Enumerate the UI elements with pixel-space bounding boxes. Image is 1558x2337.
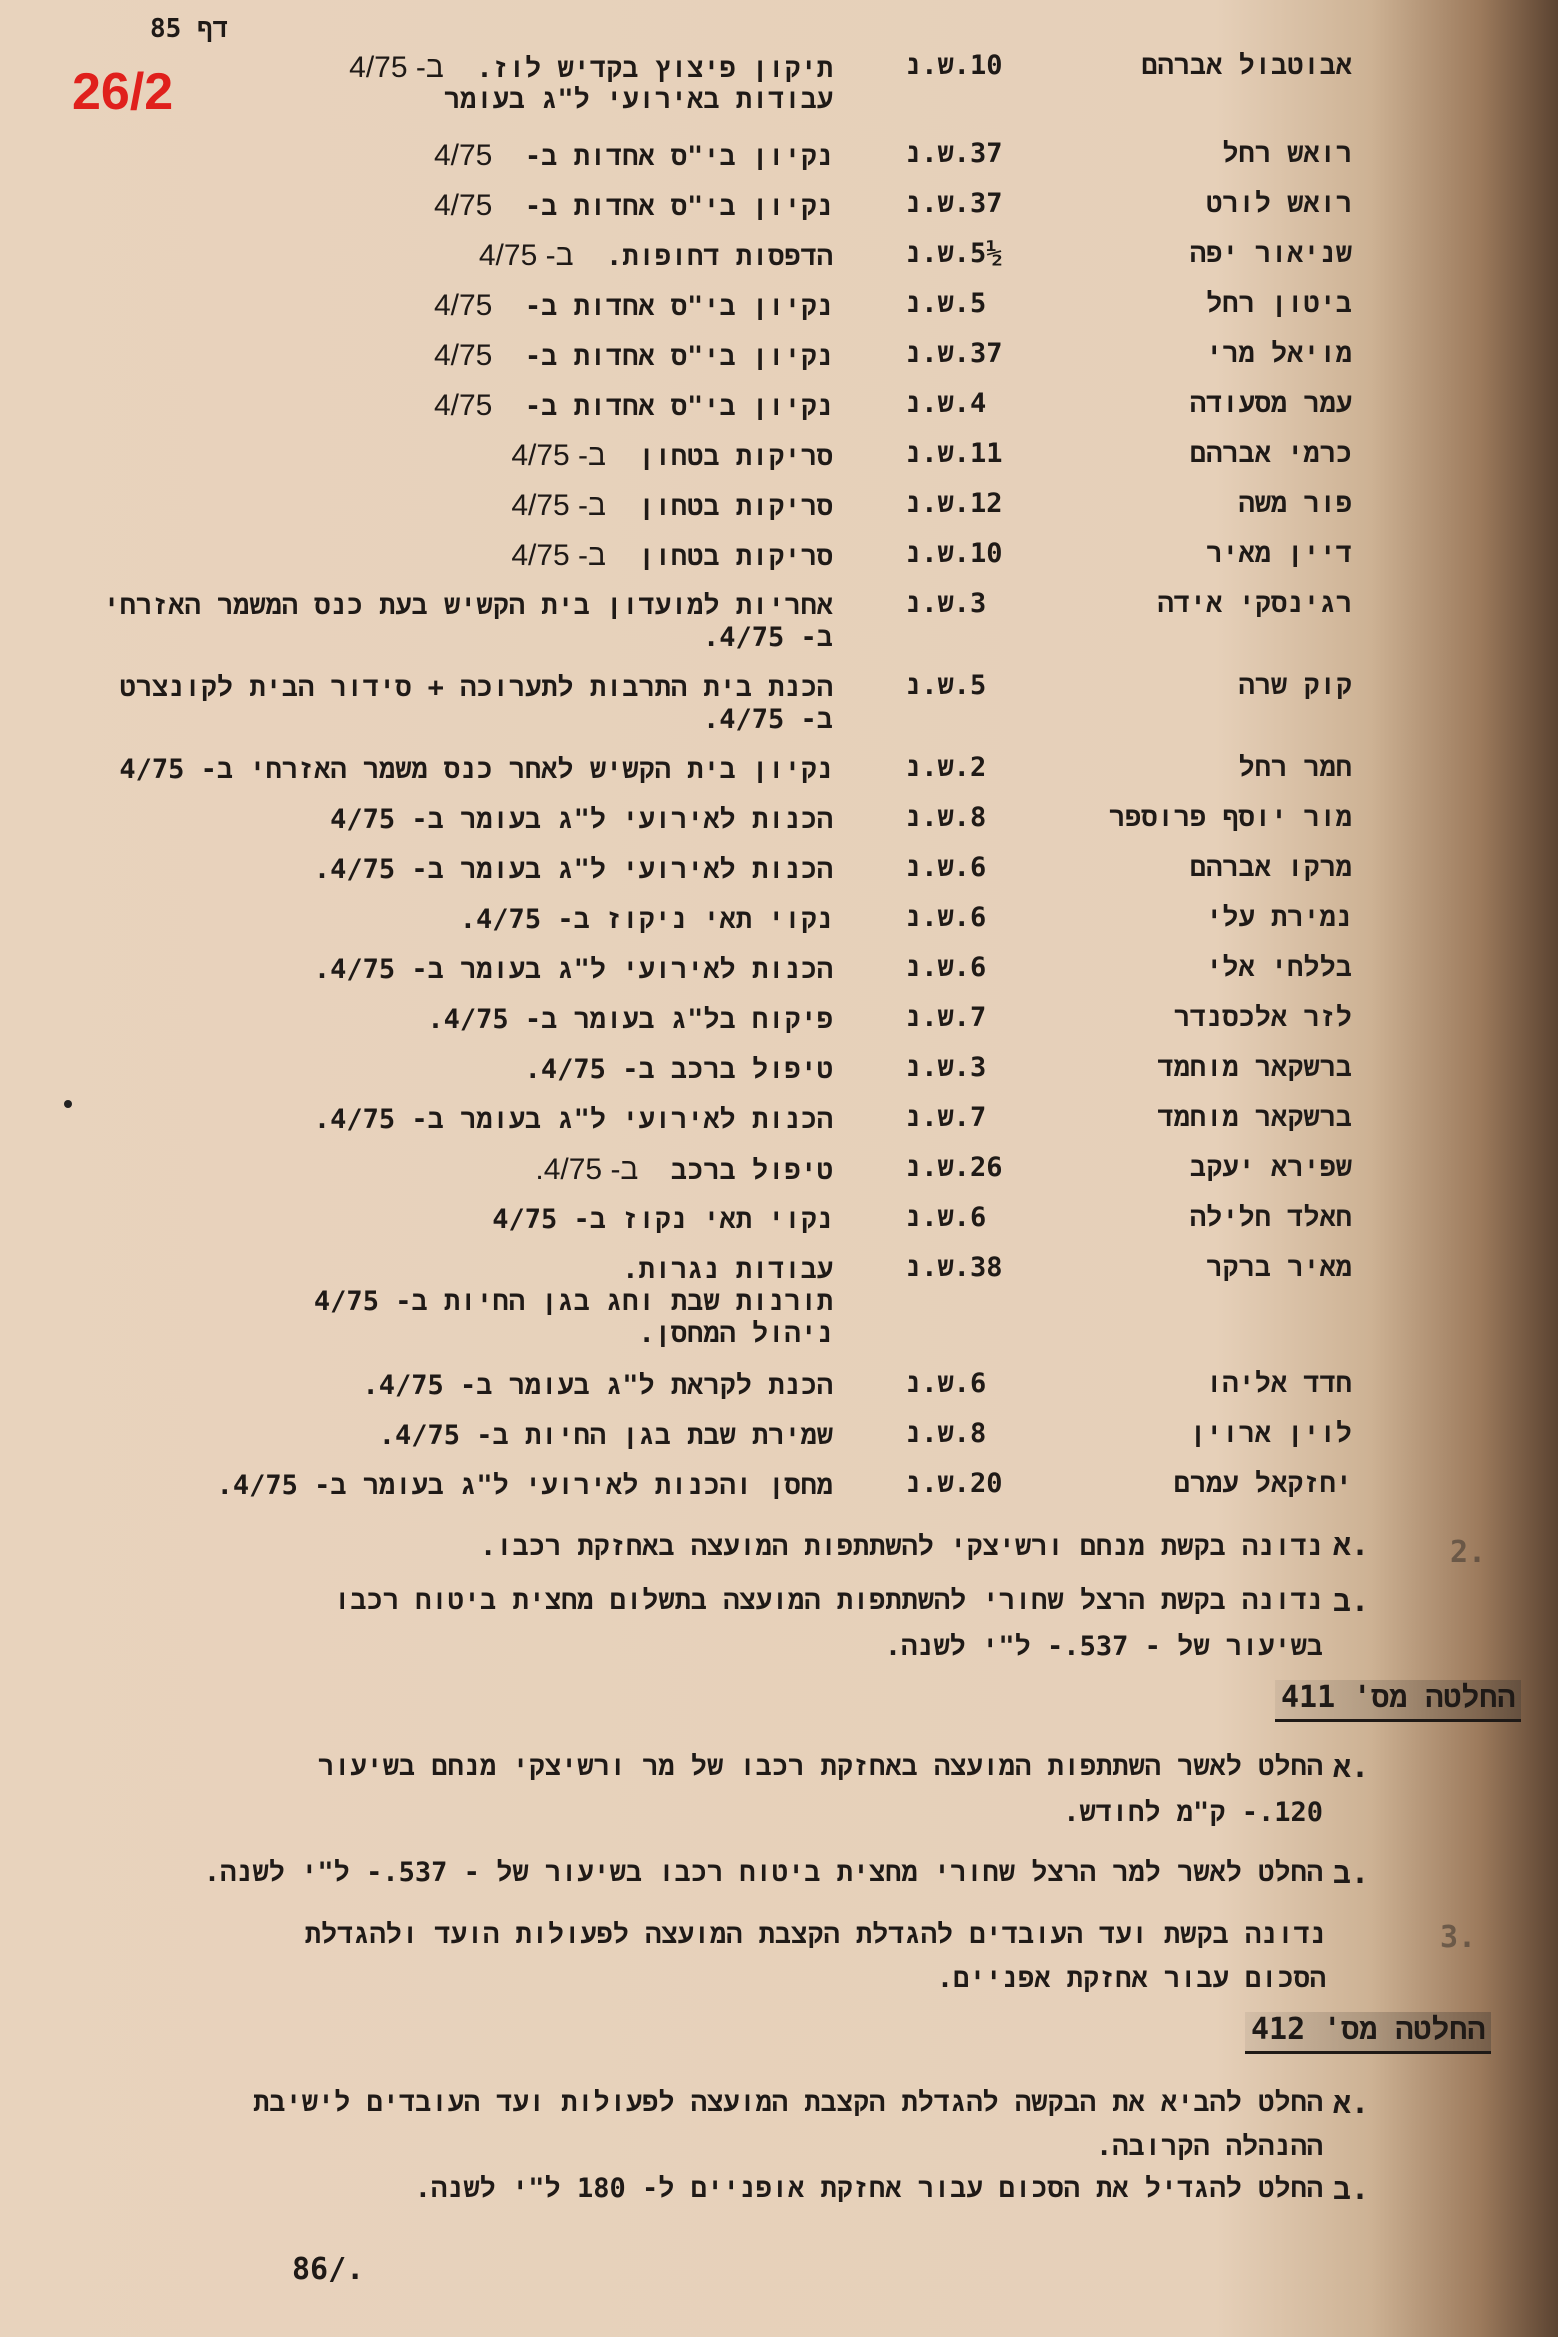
row-name: לזר אלכסנדר <box>1173 1002 1352 1033</box>
row-hours-value: 6 <box>969 1368 987 1399</box>
resolution-411-item-a-letter: א. <box>1333 1750 1370 1785</box>
edge-mark <box>64 1100 72 1108</box>
row-task-text: סריקות בטחון <box>638 491 833 522</box>
row-task-text: פיקוח בל"ג בעומר ב- 4/75. <box>427 1004 833 1035</box>
row-hours-value: 20 <box>969 1468 1003 1499</box>
row-hours-value: 6 <box>969 902 987 933</box>
row-name: ברשקאר מוחמד <box>1157 1102 1352 1133</box>
row-hours-unit: ש.נ. <box>905 538 970 569</box>
section-2-number: 2. <box>1450 1535 1487 1570</box>
row-hours-value: 38 <box>969 1252 1003 1283</box>
row-task <box>511 432 833 481</box>
page-label: דף 85 <box>150 14 229 44</box>
row-hours <box>905 902 1095 935</box>
row-hours-unit: ש.נ. <box>905 238 970 269</box>
row-name: חמר רחל <box>1238 752 1352 783</box>
row-hours-unit: ש.נ. <box>905 338 970 369</box>
row-task-text: נקיון בית הקשיש לאחר כנס משמר האזרחי ב- 4/75 <box>119 754 833 785</box>
row-task <box>525 1046 833 1094</box>
row-task2-text: ב- 4/75. <box>702 704 833 735</box>
row-task-text: הכנות לאירועי ל"ג בעומר ב- 4/75. <box>313 1104 833 1135</box>
row-hours <box>905 1368 1095 1401</box>
row-hours <box>905 538 1095 571</box>
row-hours <box>905 50 1095 83</box>
row-name: שפירא יעקב <box>1189 1152 1352 1183</box>
row-name: אבוטבול אברהם <box>1141 50 1352 81</box>
row-hours-value: 8 <box>969 802 987 833</box>
row-hours-unit: ש.נ. <box>905 50 970 81</box>
row-date: 4/75 <box>433 189 493 222</box>
row-name: רואש לורט <box>1206 188 1352 219</box>
section-3-line2: הסכום עבור אחזקת אפניים. <box>936 1963 1326 1994</box>
row-task2 <box>703 614 833 662</box>
row-task-text: שמירת שבת בגן החיות ב- 4/75. <box>378 1420 833 1451</box>
row-hours-value: 8 <box>969 1418 987 1449</box>
row-task <box>314 946 833 994</box>
row-task2-text: ב- 4/75. <box>702 622 833 653</box>
row-hours-unit: ש.נ. <box>905 952 970 983</box>
row-name: פור משה <box>1238 488 1352 519</box>
row-hours-unit: ש.נ. <box>905 1152 970 1183</box>
row-task <box>511 482 833 531</box>
row-hours <box>905 288 1095 321</box>
row-hours-value: 6 <box>969 852 987 883</box>
section-2-item-a-letter: א. <box>1333 1528 1370 1563</box>
row-name: קוק שרה <box>1238 670 1352 701</box>
section-3-number: 3. <box>1440 1920 1477 1955</box>
resolution-411-item-b-letter: ב. <box>1333 1856 1370 1891</box>
row-hours <box>905 752 1095 785</box>
row-hours-unit: ש.נ. <box>905 802 970 833</box>
row-hours <box>905 488 1095 521</box>
row-hours-unit: ש.נ. <box>905 1202 970 1233</box>
row-task-text: נקיון בי"ס אחדות ב- <box>524 191 833 222</box>
row-name: ברשקאר מוחמד <box>1157 1052 1352 1083</box>
row-date: ב- 4/75 <box>511 439 606 472</box>
row-task <box>217 1462 833 1510</box>
row-hours-unit: ש.נ. <box>905 438 970 469</box>
row-hours-value: 26 <box>969 1152 1003 1183</box>
row-task-text: הכנת לקראת ל"ג בעומר ב- 4/75. <box>362 1370 833 1401</box>
row-task <box>434 182 833 231</box>
resolution-411-item-a-line2: 120.- ק"מ לחודש. <box>1063 1797 1323 1828</box>
row-hours-unit: ש.נ. <box>905 752 970 783</box>
row-hours <box>905 238 1095 271</box>
row-hours <box>905 1418 1095 1451</box>
section-2-item-b-letter: ב. <box>1333 1584 1370 1619</box>
row-task-text: נקוי תאי ניקוז ב- 4/75. <box>459 904 833 935</box>
row-task <box>479 232 833 281</box>
row-task <box>434 132 833 181</box>
folio-mark: 26/2 <box>72 63 174 121</box>
row-hours-unit: ש.נ. <box>905 588 970 619</box>
row-task-text: אחריות למועדון בית הקשיש בעת כנס המשמר האזרחי <box>103 590 833 621</box>
row-task-text: נקיון בי"ס אחדות ב- <box>524 391 833 422</box>
row-task <box>460 896 833 944</box>
row-name: שניאור יפה <box>1189 238 1352 269</box>
row-hours-unit: ש.נ. <box>905 1002 970 1033</box>
row-task <box>330 796 833 844</box>
row-hours <box>905 438 1095 471</box>
row-task <box>535 1146 833 1195</box>
row-task <box>511 532 833 581</box>
row-hours <box>905 1202 1095 1235</box>
section-2-item-a-text: נדונה בקשת מנחם ורשיצקי להשתתפות המועצה באחזקת רכבו. <box>480 1531 1323 1562</box>
row-date: 4/75 <box>433 289 493 322</box>
row-hours <box>905 1052 1095 1085</box>
row-hours-unit: ש.נ. <box>905 388 970 419</box>
row-task-text: הכנות לאירועי ל"ג בעומר ב- 4/75. <box>313 954 833 985</box>
row-task <box>119 746 833 794</box>
row-hours-value: 4 <box>969 388 987 419</box>
section-2-item-b-line2: בשיעור של - 537.- ל"י לשנה. <box>884 1631 1323 1662</box>
resolution-411-item-b-text: החלט לאשר למר הרצל שחורי מחצית ביטוח רכבו בשיעור של - 537.- ל"י לשנה. <box>203 1857 1323 1888</box>
resolution-411-label: החלטה מס' 411 <box>1275 1680 1521 1722</box>
row-name: חדד אליהו <box>1206 1368 1352 1399</box>
row-name: חאלד חלילה <box>1189 1202 1352 1233</box>
section-2-item-b-line1: נדונה בקשת הרצל שחורי להשתתפות המועצה בתשלום מחצית ביטוח רכבו <box>334 1585 1323 1616</box>
row-hours-value: 7 <box>969 1002 987 1033</box>
row-task2 <box>444 76 833 124</box>
row-task <box>434 332 833 381</box>
row-hours-value: 5½ <box>969 238 1003 269</box>
row-task-text: טיפול ברכב ב- 4/75. <box>524 1054 833 1085</box>
row-hours-unit: ש.נ. <box>905 1102 970 1133</box>
row-hours-unit: ש.נ. <box>905 138 970 169</box>
resolution-412-item-a-line2: ההנהלה הקרובה. <box>1096 2131 1323 2162</box>
row-task-text: סריקות בטחון <box>638 441 833 472</box>
row-hours-value: 37 <box>969 188 1003 219</box>
row-task-text: נקוי תאי נקוז ב- 4/75 <box>492 1204 833 1235</box>
row-hours-unit: ש.נ. <box>905 1468 970 1499</box>
row-date: ב- 4/75 <box>478 239 574 272</box>
row-hours-value: 12 <box>969 488 1003 519</box>
resolution-412-item-b-text: החלט להגדיל את הסכום עבור אחזקת אופניים ל- 180 ל"י לשנה. <box>414 2173 1323 2204</box>
row-task <box>492 1196 833 1244</box>
row-task <box>427 996 833 1044</box>
row-hours-unit: ש.נ. <box>905 1252 970 1283</box>
row-task-text: סריקות בטחון <box>638 541 833 572</box>
row-name: נמירת עלי <box>1206 902 1352 933</box>
resolution-412-item-a-line1: החלט להביא את הבקשה להגדלת הקצבת המועצה לפעולות ועד העובדים לישיבת <box>253 2087 1323 2118</box>
row-date: 4/75 <box>433 389 493 422</box>
row-task <box>434 382 833 431</box>
row-name: לוין ארוין <box>1189 1418 1352 1449</box>
row-hours <box>905 670 1095 703</box>
row-hours-unit: ש.נ. <box>905 488 970 519</box>
next-page-marker: 86/. <box>292 2252 365 2287</box>
row-hours-value: 10 <box>969 50 1003 81</box>
row-task <box>379 1412 833 1460</box>
row-hours-value: 2 <box>969 752 987 783</box>
row-task2 <box>703 696 833 744</box>
row-task-text: מחסן והכנות לאירועי ל"ג בעומר ב- 4/75. <box>216 1470 833 1501</box>
row-name: מאיר ברקר <box>1206 1252 1352 1283</box>
row-task-text: נקיון בי"ס אחדות ב- <box>524 341 833 372</box>
row-date: ב- 4/75 <box>511 539 606 572</box>
row-hours-unit: ש.נ. <box>905 188 970 219</box>
row-hours-value: 3 <box>969 1052 987 1083</box>
row-hours <box>905 588 1095 621</box>
row-task2-text: עבודות באירועי ל"ג בעומר <box>443 84 833 115</box>
row-hours <box>905 852 1095 885</box>
resolution-412-item-b-letter: ב. <box>1333 2172 1370 2207</box>
row-hours-unit: ש.נ. <box>905 288 970 319</box>
resolution-412-item-a-letter: א. <box>1333 2086 1370 2121</box>
row-hours-value: 37 <box>969 138 1003 169</box>
row-hours-value: 11 <box>969 438 1003 469</box>
row-name: מור יוסף פרוספר <box>1108 802 1352 833</box>
row-hours-value: 5 <box>969 288 987 319</box>
row-hours <box>905 1152 1095 1185</box>
resolution-411-item-a-line1: החלט לאשר השתתפות המועצה באחזקת רכבו של מר ורשיצקי מנחם בשיעור <box>317 1751 1323 1782</box>
row-hours-value: 37 <box>969 338 1003 369</box>
row-date: ב- 4/75. <box>535 1153 639 1186</box>
row-name: ביטון רחל <box>1206 288 1352 319</box>
row-hours-unit: ש.נ. <box>905 852 970 883</box>
row-task-text: תיקון פיצוץ בקדיש לוז. <box>476 53 833 84</box>
row-task2-text: תורנות שבת וחג בגן החיות ב- 4/75 <box>313 1286 833 1317</box>
row-hours-unit: ש.נ. <box>905 670 970 701</box>
row-task3 <box>638 1310 833 1358</box>
row-task-text: הכנות לאירועי ל"ג בעומר ב- 4/75 <box>330 804 833 835</box>
row-hours <box>905 802 1095 835</box>
row-hours-value: 5 <box>969 670 987 701</box>
row-hours-value: 7 <box>969 1102 987 1133</box>
row-task <box>314 1096 833 1144</box>
row-task-text: עבודות נגרות. <box>622 1254 833 1285</box>
row-hours-value: 3 <box>969 588 987 619</box>
row-name: יחזקאל עמרם <box>1173 1468 1352 1499</box>
row-hours-value: 10 <box>969 538 1003 569</box>
row-date: ב- 4/75 <box>511 489 606 522</box>
row-hours-unit: ש.נ. <box>905 902 970 933</box>
row-name: כרמי אברהם <box>1189 438 1352 469</box>
resolution-412-label: החלטה מס' 412 <box>1245 2012 1491 2054</box>
row-hours <box>905 1468 1095 1501</box>
row-name: מרקו אברהם <box>1189 852 1352 883</box>
row-date: ב- 4/75 <box>349 51 444 84</box>
row-task-text: נקיון בי"ס אחדות ב- <box>524 141 833 172</box>
row-hours <box>905 1252 1095 1285</box>
row-name: רואש רחל <box>1222 138 1352 169</box>
row-hours <box>905 1102 1095 1135</box>
row-hours <box>905 138 1095 171</box>
row-task <box>434 282 833 331</box>
row-date: 4/75 <box>433 339 493 372</box>
row-task-text: הדפסות דחופות. <box>606 241 833 272</box>
row-hours-unit: ש.נ. <box>905 1368 970 1399</box>
row-task-text: הכנת בית התרבות לתערוכה + סידור הבית לקונצרט <box>119 672 833 703</box>
row-hours-value: 6 <box>969 1202 987 1233</box>
row-hours <box>905 1002 1095 1035</box>
row-hours <box>905 388 1095 421</box>
row-name: רגינסקי אידה <box>1157 588 1352 619</box>
row-task-text: הכנות לאירועי ל"ג בעומר ב- 4/75. <box>313 854 833 885</box>
row-hours <box>905 952 1095 985</box>
section-3-line1: נדונה בקשת ועד העובדים להגדלת הקצבת המועצה לפעולות הועד ולהגדלת <box>304 1919 1326 1950</box>
row-hours-value: 6 <box>969 952 987 983</box>
row-task <box>314 846 833 894</box>
row-task3-text: ניהול המחסן. <box>638 1318 833 1349</box>
row-task-text: נקיון בי"ס אחדות ב- <box>524 291 833 322</box>
row-name: בללחי אלי <box>1206 952 1352 983</box>
row-name: דיין מאיר <box>1206 538 1352 569</box>
row-date: 4/75 <box>433 139 493 172</box>
row-task <box>362 1362 833 1410</box>
row-hours <box>905 188 1095 221</box>
row-hours-unit: ש.נ. <box>905 1418 970 1449</box>
row-name: מויאל מרי <box>1206 338 1352 369</box>
row-hours <box>905 338 1095 371</box>
row-name: עמר מסעודה <box>1189 388 1352 419</box>
row-task-text: טיפול ברכב <box>670 1155 833 1186</box>
row-hours-unit: ש.נ. <box>905 1052 970 1083</box>
